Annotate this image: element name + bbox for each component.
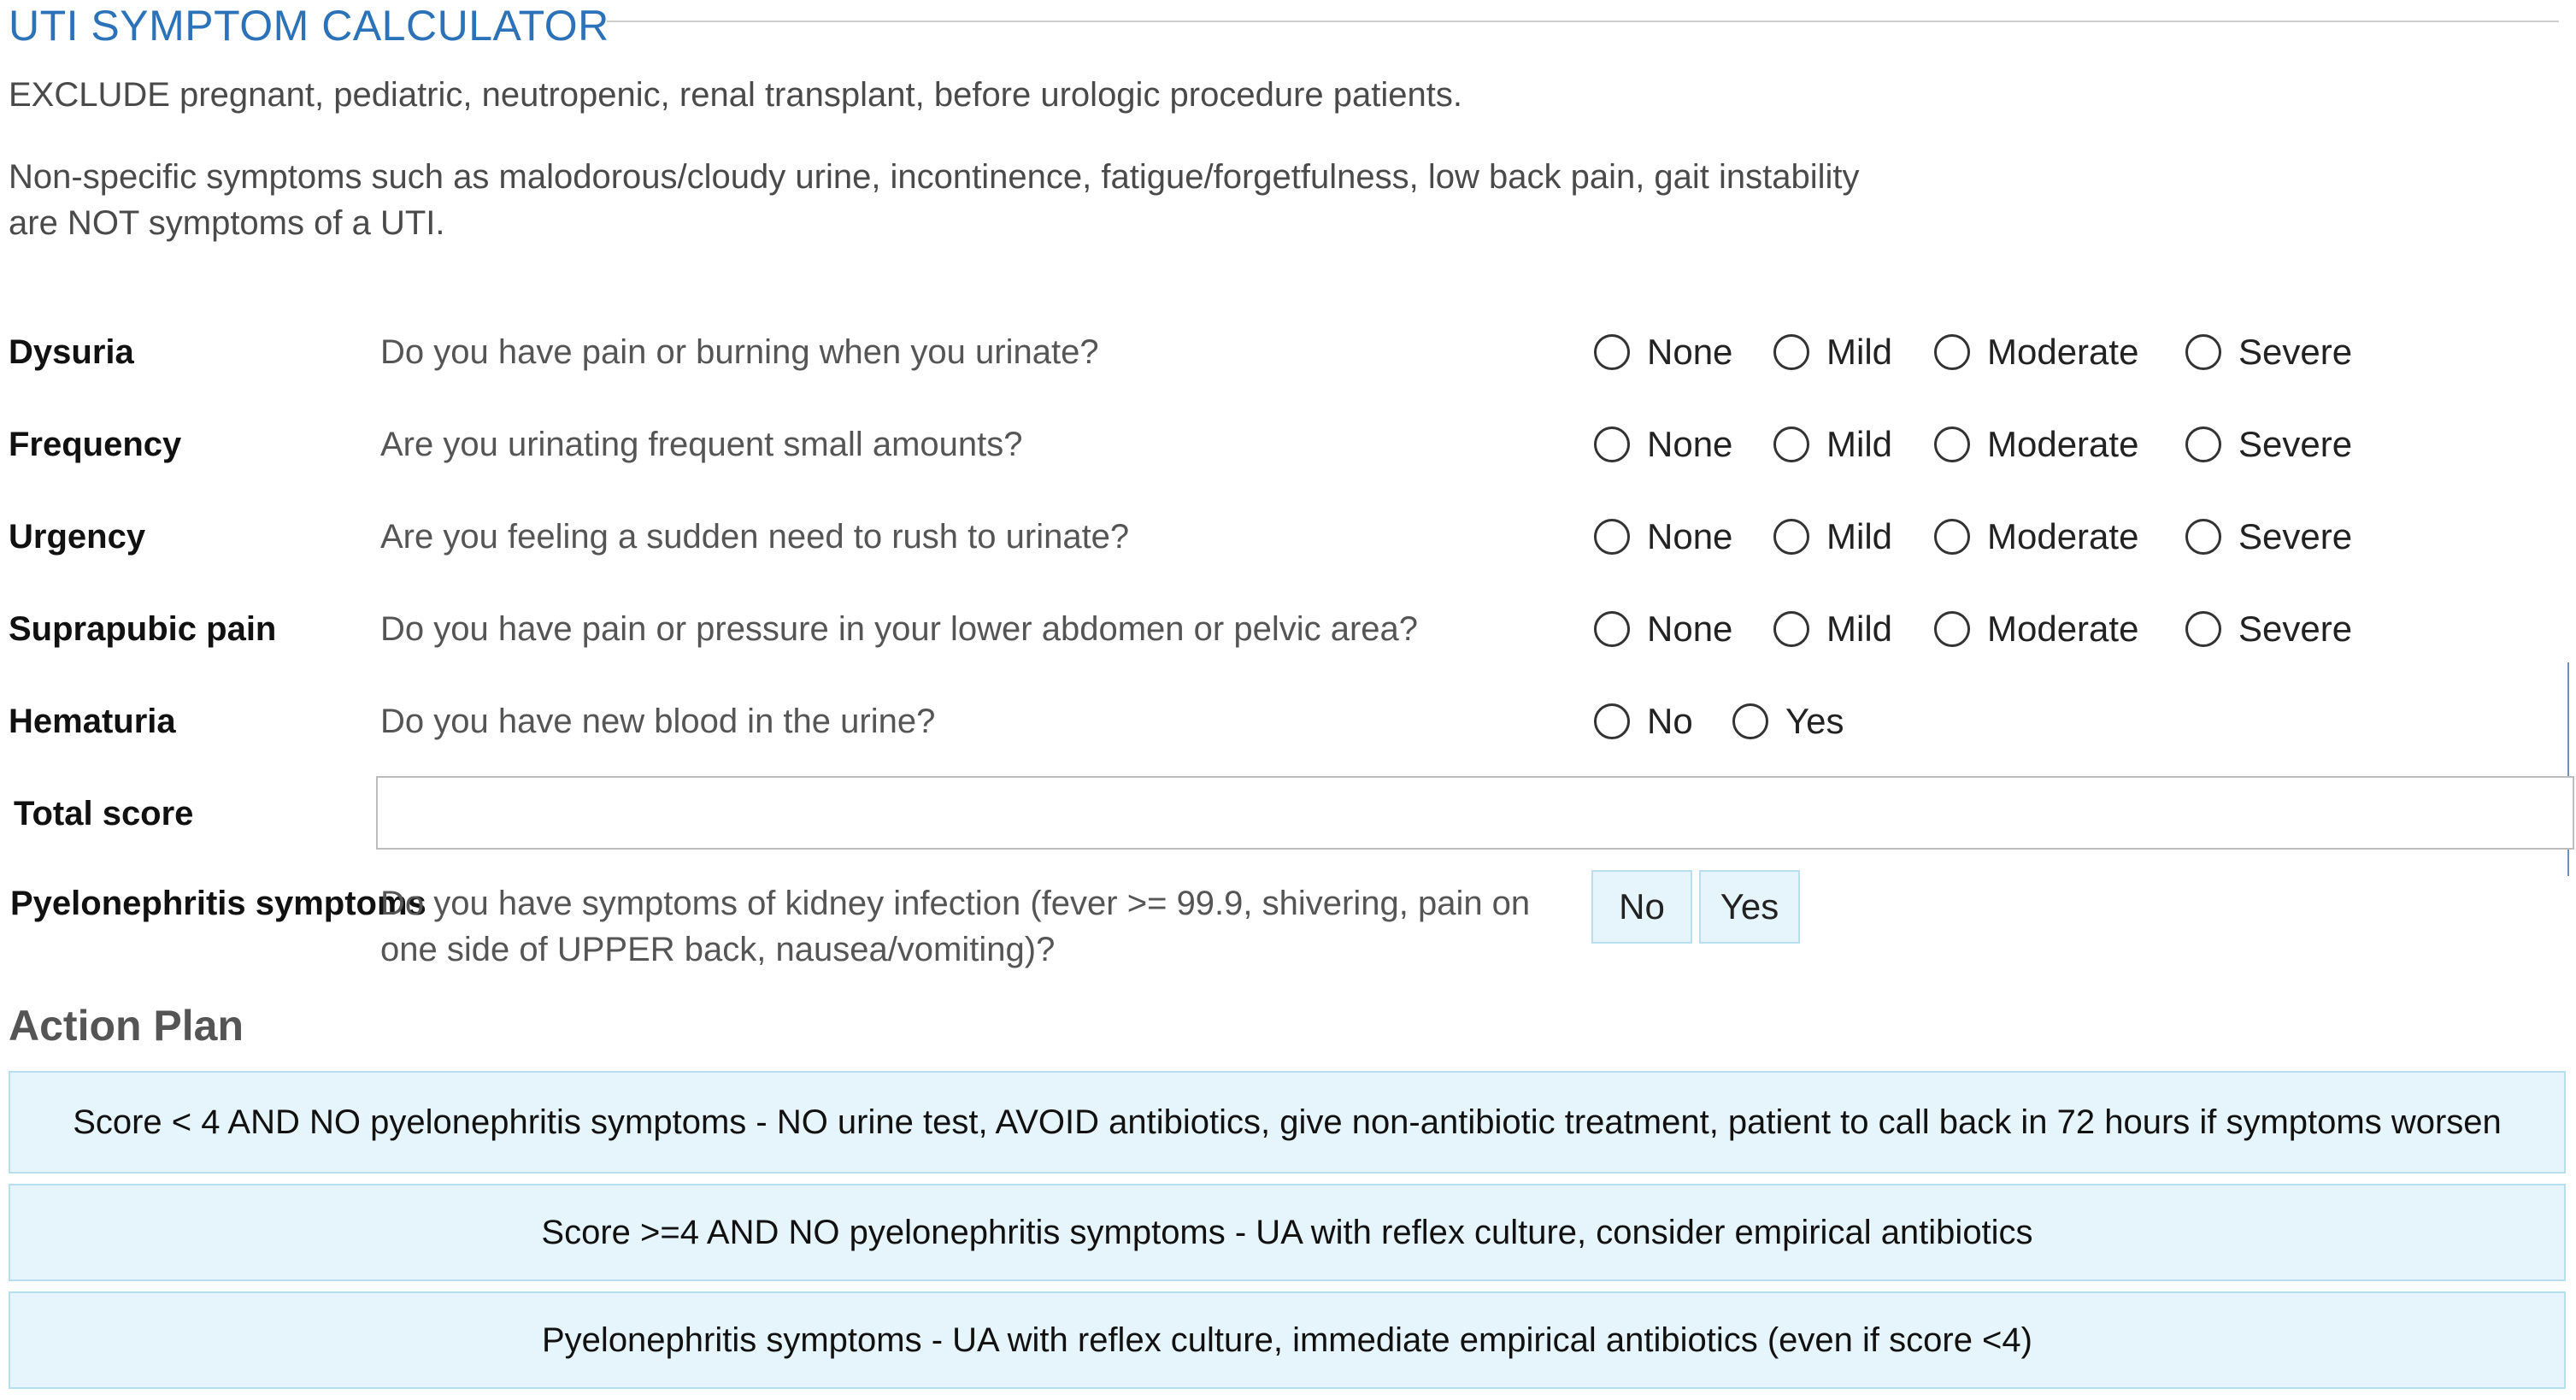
pyelonephritis-question: Do you have symptoms of kidney infection (fever >= 99.9, shivering, pain on one side of UPPER back, nausea/vomiting)? [380,885,1531,968]
radio-circle[interactable] [1934,426,1970,462]
action-plan-heading: Action Plan [9,1002,244,1050]
question-text: Are you feeling a sudden need to rush to urinate? [380,518,1130,556]
action-plan-item: Pyelonephritis symptoms - UA with reflex culture, immediate empirical antibiotics (even if score <4) [9,1291,2566,1389]
calculator-fieldset-legend [9,0,2559,51]
radio-option-mild[interactable]: Mild [1773,329,1892,375]
radio-circle[interactable] [1594,334,1630,370]
radio-circle[interactable] [1773,426,1809,462]
radio-option-none[interactable]: None [1594,514,1732,560]
question-label: Dysuria [9,333,134,371]
legend-divider [607,21,2559,22]
radio-option-severe[interactable]: Severe [2185,329,2352,375]
radio-option-moderate[interactable]: Moderate [1934,514,2138,560]
radio-option-moderate[interactable]: Moderate [1934,329,2138,375]
radio-circle[interactable] [1773,334,1809,370]
page-title: UTI SYMPTOM CALCULATOR [9,2,609,50]
radio-option-mild[interactable]: Mild [1773,421,1892,468]
radio-circle[interactable] [1594,611,1630,647]
question-text: Are you urinating frequent small amounts? [380,426,1023,463]
total-score-label: Total score [14,795,194,832]
exclusion-note: EXCLUDE pregnant, pediatric, neutropenic, renal transplant, before urologic procedure patients. [9,76,1462,114]
radio-circle[interactable] [2185,426,2221,462]
radio-option-no[interactable]: No [1594,698,1693,744]
radio-option-severe[interactable]: Severe [2185,421,2352,468]
radio-option-severe[interactable]: Severe [2185,606,2352,652]
radio-circle[interactable] [2185,519,2221,555]
radio-option-none[interactable]: None [1594,329,1732,375]
pyelonephritis-label: Pyelonephritis symptoms [10,885,426,922]
radio-option-mild[interactable]: Mild [1773,514,1892,560]
pyelonephritis-no-button[interactable]: No [1591,870,1692,944]
radio-option-moderate[interactable]: Moderate [1934,421,2138,468]
question-label: Suprapubic pain [9,610,277,648]
action-plan-item: Score >=4 AND NO pyelonephritis symptoms - UA with reflex culture, consider empirical antibiotics [9,1184,2566,1281]
radio-circle[interactable] [1934,519,1970,555]
radio-circle[interactable] [1934,611,1970,647]
action-plan-item: Score < 4 AND NO pyelonephritis symptoms - NO urine test, AVOID antibiotics, give non-antibiotic treatment, patient to call back in 72 hours if symptoms worsen [9,1071,2566,1174]
question-text: Do you have pain or pressure in your lower abdomen or pelvic area? [380,610,1419,648]
radio-circle[interactable] [1934,334,1970,370]
radio-option-none[interactable]: None [1594,606,1732,652]
pyelonephritis-yes-button[interactable]: Yes [1699,870,1800,944]
total-score-field[interactable] [376,776,2574,850]
question-label: Hematuria [9,703,176,740]
radio-option-none[interactable]: None [1594,421,1732,468]
radio-circle[interactable] [1773,611,1809,647]
radio-circle[interactable] [2185,611,2221,647]
radio-option-severe[interactable]: Severe [2185,514,2352,560]
radio-circle[interactable] [1594,426,1630,462]
question-label: Frequency [9,426,182,463]
radio-circle[interactable] [2185,334,2221,370]
question-label: Urgency [9,518,146,556]
radio-option-yes[interactable]: Yes [1732,698,1844,744]
radio-option-mild[interactable]: Mild [1773,606,1892,652]
radio-circle[interactable] [1732,703,1768,739]
radio-option-moderate[interactable]: Moderate [1934,606,2138,652]
radio-circle[interactable] [1773,519,1809,555]
radio-circle[interactable] [1594,703,1630,739]
question-text: Do you have new blood in the urine? [380,703,936,740]
radio-circle[interactable] [1594,519,1630,555]
nonspecific-note: Non-specific symptoms such as malodorous/cloudy urine, incontinence, fatigue/forgetfulness, low back pain, gait instability are NOT symptoms of a UTI. [9,158,1860,242]
question-text: Do you have pain or burning when you urinate? [380,333,1099,371]
